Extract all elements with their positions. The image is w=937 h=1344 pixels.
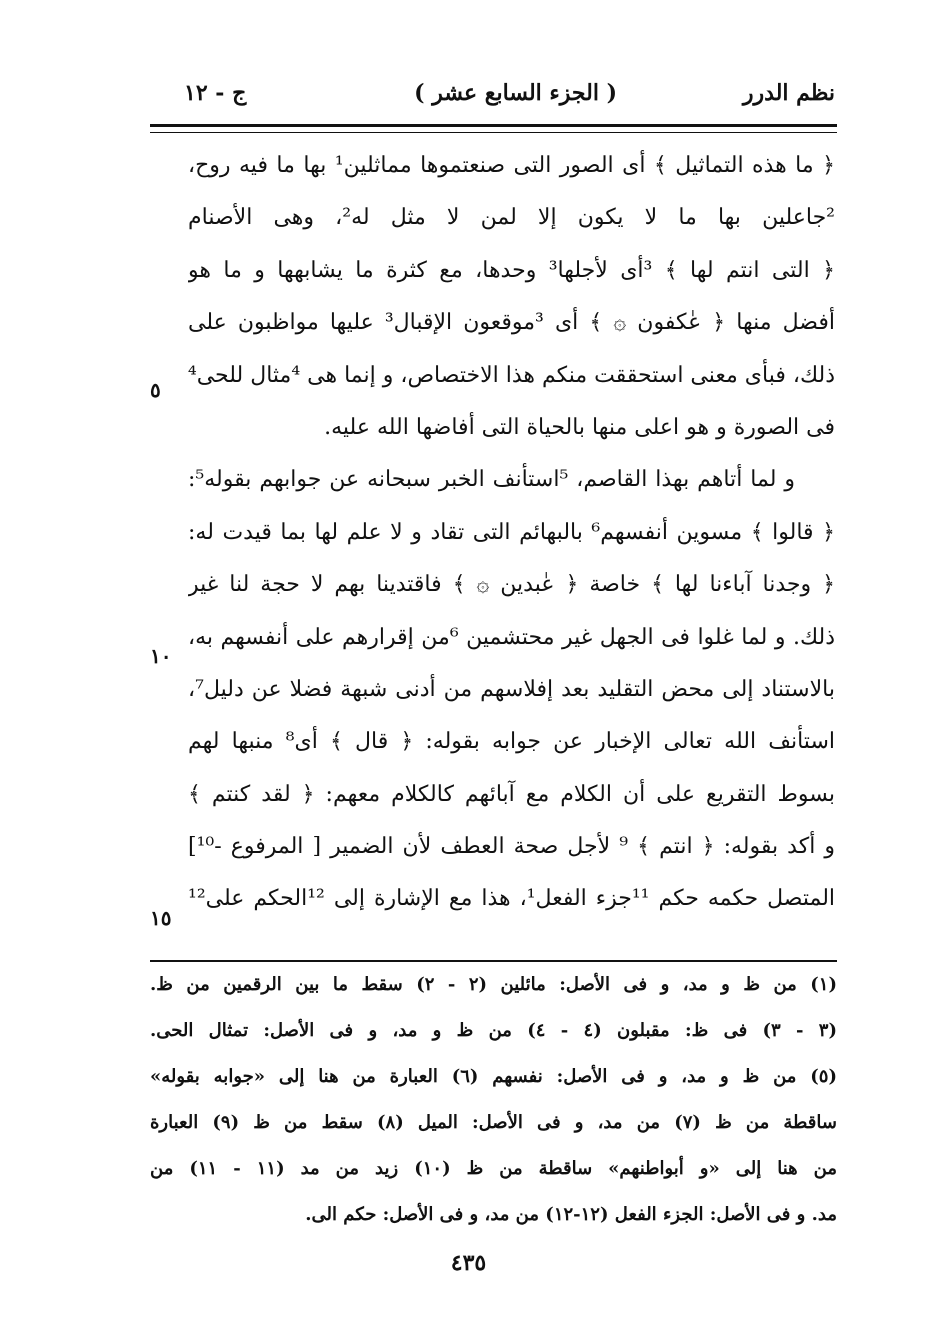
part-label: ( الجزء السابع عشر ) [414, 80, 617, 106]
footnote-line: (٥) من ظ و مد، و فى الأصل: نفسهم (٦) العبارة من هنا إلى «جوابه بقوله» [150, 1066, 837, 1087]
footnotes [150, 962, 837, 1238]
footnote-line: (١) من ظ و مد، و فى الأصل: مائلين (٢ - ٢) سقط ما بين الرقمين من ظ. [150, 974, 837, 995]
text-line: فى الصورة و هو اعلى منها بالحياة التى أفاضها الله عليه. [324, 414, 835, 440]
line-number-15: ١٥ [150, 906, 172, 930]
text-line: ﴿ وجدنا آباءنا لها ﴾ خاصة ﴿ عٰبدين ۞ ﴾ فاقتدينا بهم لا حجة لنا غير [188, 572, 835, 598]
volume-label: ج - ١٢ [184, 80, 247, 106]
text-line: المتصل حكمه حكم ¹¹جزء الفعل¹، هذا مع الإشارة إلى ¹²الحكم على¹² [188, 886, 835, 912]
header-rule-thin [150, 132, 837, 133]
text-line: ﴿ ما هذه التماثيل ﴾ أى الصور التى صنعتموها مماثلين¹ بها ما فيه روح، [188, 153, 835, 178]
text-line: أفضل منها ﴿ عٰكفون ۞ ﴾ أى ³موقعون الإقبال³ عليها مواظبون على [188, 310, 835, 336]
footnote-line: من هنا إلى «و أبواطنهم» ساقطة من ظ (١٠) زيد من مد (١١ - ١١) من [150, 1158, 837, 1179]
footnote-line: (٣ - ٣) فى ظ: مقبلون (٤ - ٤) من ظ و مد، و فى الأصل: تمثال الحى. [150, 1020, 837, 1041]
line-number-10: ١٠ [150, 644, 172, 668]
text-line: ذلك، فبأى معنى استحققت منكم هذا الاختصاص، و إنما هى ⁴مثال للحى⁴ [188, 362, 835, 388]
text-line: ﴿ التى انتم لها ﴾ ³أى لأجلها³ وحدها، مع كثرة ما يشابهها و ما هو [188, 257, 835, 283]
line-number-5: ٥ [150, 378, 161, 402]
text-line: و أكد بقوله: ﴿ انتم ﴾ ⁹ لأجل صحة العطف لأن الضمير [ المرفوع -¹⁰] [188, 834, 835, 860]
text-line: ²جاعلين بها ما لا يكون إلا لمن لا مثل له²، وهى الأصنام [188, 205, 835, 231]
page-number: ٤٣٥ [450, 1250, 487, 1276]
text-line: ذلك. و لما غلوا فى الجهل غير محتشمين ⁶من إقرارهم على أنفسهم به، [188, 624, 835, 650]
footnote-line: مد. و فى الأصل: الجزء الفعل (١٢-١٢) من مد، و فى الأصل: حكم الى. [305, 1204, 837, 1225]
text-line: ﴿ قالوا ﴾ مسوين أنفسهم⁶ بالبهائم التى تقاد و لا علم لها بما قيدت له: [188, 519, 835, 545]
header-rule-thick [150, 124, 837, 127]
text-line: استأنف الله تعالى الإخبار عن جوابه بقوله: ﴿ قال ﴾ أى⁸ منبها لهم [188, 729, 835, 755]
footnote-line: ساقطة من ظ (٧) من مد، و فى الأصل: الميل (٨) سقط من ظ (٩) العبارة [150, 1112, 837, 1133]
book-title: نظم الدرر [742, 80, 835, 106]
text-line: بالاستناد إلى محض التقليد بعد إفلاسهم من أدنى شبهة فضلا عن دليل⁷، [188, 676, 835, 702]
text-line: بسوط التقريع على أن الكلام مع آبائهم كالكلام معهم: ﴿ لقد كنتم ﴾ [188, 781, 835, 807]
text-line: و لما أتاهم بهذا القاصم، ⁵استأنف الخبر سبحانه عن جوابهم بقوله⁵: [188, 467, 795, 493]
main-text [188, 140, 835, 926]
running-header [178, 74, 835, 114]
